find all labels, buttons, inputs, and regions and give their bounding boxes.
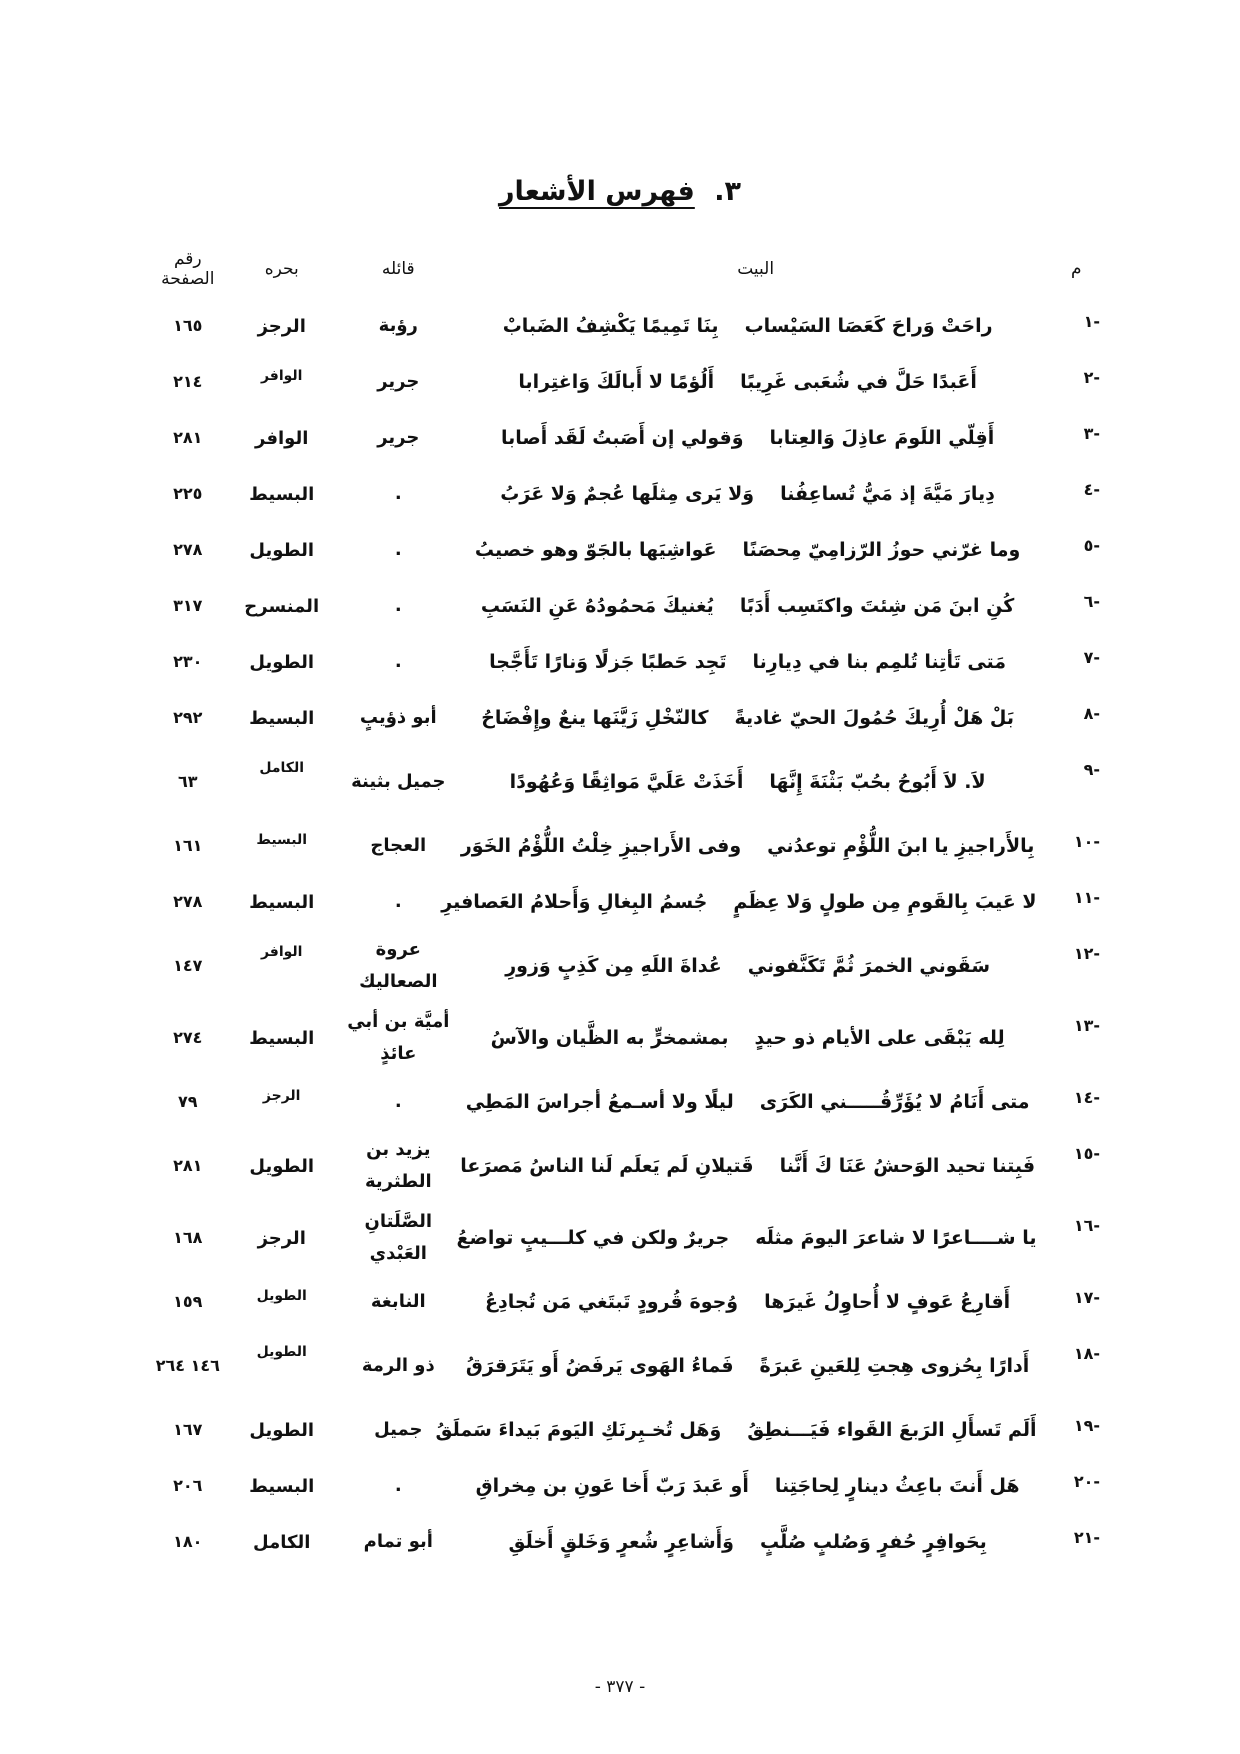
verse-first-hemistich: أَعَبدًا حَلَّ في شُعَبى غَرِيبًا (740, 371, 977, 393)
row-number: -١٧ (1073, 1288, 1100, 1307)
header-page: رقم الصفحة (161, 249, 215, 289)
row-number: -٦ (1083, 592, 1100, 611)
table-row (150, 1202, 1100, 1274)
table-row (150, 1402, 1100, 1458)
table-row (150, 354, 1100, 410)
verse-second-hemistich: وَلا يَرى مِثلَها عُجمٌ وَلا عَرَبُ (500, 483, 755, 505)
page-number: - ٣٧٧ - (594, 1677, 646, 1697)
poet-name: النابغة (370, 1291, 426, 1312)
table-row (150, 1514, 1100, 1570)
row-number: -١٢ (1073, 944, 1100, 963)
page-reference: ١٦٨ (173, 1228, 203, 1247)
poet-name: . (394, 539, 402, 560)
verse-cell (459, 410, 1053, 466)
row-number: -٢٠ (1073, 1472, 1100, 1491)
verse-second-hemistich: وفى الأَراجيزِ خِلْتُ اللُّؤْمُ الخَوَر (460, 835, 742, 857)
verse-first-hemistich: بِالأَراجيزِ يا ابنَ اللُّؤْمِ توعدُني (767, 835, 1035, 857)
meter-name: البسيط (249, 1475, 315, 1497)
page-reference: ١٤٦ ٢٦٤ (155, 1356, 220, 1375)
meter-name: الكامل (253, 1531, 311, 1553)
table-row (150, 1458, 1100, 1514)
meter-name: الطويل (249, 1419, 314, 1441)
header-meter: بحره (264, 259, 299, 279)
poet-name: . (394, 1091, 402, 1112)
verse-first-hemistich: هَل أَنتَ باعِثُ دينارٍ لِحاجَتِنا (774, 1475, 1020, 1497)
table-row (150, 1002, 1100, 1074)
verse-cell (459, 298, 1053, 354)
meter-name: البسيط (249, 891, 315, 913)
page-reference: ٢٢٥ (173, 484, 203, 503)
table-row (150, 746, 1100, 818)
verse-first-hemistich: يا شــــاعرًا لا شاعرَ اليومَ مثلَه (755, 1227, 1037, 1249)
row-number: -١٣ (1073, 1016, 1100, 1035)
page-reference: ٢٧٨ (173, 540, 203, 559)
meter-name: الوافر (255, 427, 309, 449)
verse-cell (459, 466, 1053, 522)
row-number: -١٠ (1073, 832, 1100, 851)
page-reference: ٢٩٢ (173, 708, 203, 727)
verse-second-hemistich: وَقولي إن أَصَبتُ لَقَد أَصابا (501, 427, 744, 449)
poet-name: . (394, 595, 402, 616)
table-row (150, 1330, 1100, 1402)
verse-cell (459, 1330, 1053, 1402)
table-row (150, 410, 1100, 466)
verse-cell (459, 354, 1053, 410)
verse-second-hemistich: عَواشِيَها بالجَوّ وهو خصيبُ (474, 539, 717, 561)
verse-cell (459, 1514, 1053, 1570)
page-title (0, 176, 1240, 207)
meter-name: الطويل (249, 1155, 314, 1177)
row-number: -١٥ (1073, 1144, 1100, 1163)
row-number: -٢ (1083, 368, 1100, 387)
verse-first-hemistich: مَتى تَأتِنا تُلمِم بنا في دِيارِنا (752, 651, 1007, 673)
meter-name: الطويل (249, 539, 314, 561)
verse-cell (459, 1074, 1053, 1130)
verse-cell (459, 1130, 1053, 1202)
verse-second-hemistich: أَو عَبدَ رَبّ أَخا عَونِ بن مِخراقِ (475, 1475, 749, 1497)
table-row (150, 578, 1100, 634)
page-reference: ١٨٠ (173, 1532, 203, 1551)
row-number: -٢١ (1073, 1528, 1100, 1547)
verse-first-hemistich: أَقِلّي اللَومَ عاذِلَ وَالعِتابا (769, 427, 995, 449)
meter-name: الرجز (257, 1227, 306, 1249)
page-reference: ٦٣ (178, 772, 198, 791)
meter-name: الوافر (260, 944, 303, 960)
verse-first-hemistich: سَقَوني الخمرَ ثُمَّ تَكَنَّفوني (747, 955, 991, 977)
verse-cell (441, 874, 1053, 930)
meter-name: البسيط (256, 832, 308, 848)
verse-second-hemistich: وَهَل تُخـبِرنَكِ اليَومَ بَيداءَ سَملَقُ (435, 1419, 722, 1441)
verse-second-hemistich: بِنَا تَمِيمًا يَكْشِفُ الضَبابْ (502, 315, 719, 337)
table-row (150, 930, 1100, 1002)
meter-name: الرجز (257, 315, 306, 337)
row-number: -١٨ (1073, 1344, 1100, 1363)
verse-second-hemistich: عُداةَ اللَهِ مِن كَذِبٍ وَزورِ (505, 955, 722, 977)
poet-name: أميَّة بن أبي عائذٍ (347, 1011, 450, 1064)
page-reference: ٣١٧ (173, 596, 203, 615)
title-number: ٣. (714, 176, 741, 208)
page-reference: ٢٧٤ (173, 1028, 203, 1047)
poet-name: أبو ذؤيبٍ (359, 707, 437, 728)
header-poet: قائله (381, 259, 415, 279)
verse-first-hemistich: بَلْ هَلْ أُرِيكَ حُمُولَ الحيّ غاديةً (734, 707, 1014, 729)
row-number: -٨ (1083, 704, 1100, 723)
verse-cell (459, 1274, 1053, 1330)
poet-name: . (394, 483, 402, 504)
verse-cell (459, 522, 1053, 578)
poet-name: جرير (377, 371, 420, 392)
verse-cell (459, 690, 1053, 746)
verse-second-hemistich: كالنّخْلِ زَيَّنَها ينعٌ وإِفْضَاحُ (481, 707, 709, 729)
page-reference: ٢٧٨ (173, 892, 203, 911)
table-row (150, 634, 1100, 690)
meter-name: الطويل (256, 1344, 307, 1360)
verse-second-hemistich: يُغنيكَ مَحمُودُهُ عَنِ النَسَبِ (480, 595, 714, 617)
meter-name: البسيط (249, 707, 315, 729)
meter-name: المنسرح (244, 595, 320, 617)
meter-name: الطويل (249, 651, 314, 673)
page-reference: ١٦١ (173, 836, 203, 855)
title-text: فهرس الأشعار (499, 176, 695, 208)
poet-name: جميل (374, 1419, 423, 1440)
poet-name: عروة الصعاليك (359, 939, 438, 992)
row-number: -٧ (1083, 648, 1100, 667)
poet-name: يزيد بن الطثرية (364, 1139, 432, 1192)
meter-name: الرجز (262, 1088, 301, 1104)
verse-first-hemistich: فَبِتنا تحيد الوَحشُ عَنَا كَ أَنَّنا (779, 1155, 1036, 1177)
verse-second-hemistich: تَجِد حَطبًا جَزلًا وَنارًا تَأَجَّجا (489, 651, 727, 673)
page-reference: ١٦٧ (173, 1420, 203, 1439)
header-verse: البيت (737, 259, 775, 279)
verse-cell (459, 930, 1053, 1002)
row-number: -١٤ (1073, 1088, 1100, 1107)
header-num: م (1070, 259, 1082, 279)
poet-name: جميل بثينة (351, 771, 446, 792)
page-reference: ٢١٤ (173, 372, 203, 391)
poet-name: . (394, 891, 402, 912)
verse-first-hemistich: دِيارَ مَيَّةَ إذ مَيُّ تُساعِفُنا (780, 483, 995, 505)
verse-cell (459, 578, 1053, 634)
poet-name: جرير (377, 427, 420, 448)
verse-first-hemistich: وما غرّني حوزُ الرّزامِيّ مِحصَنًا (742, 539, 1021, 561)
meter-name: البسيط (249, 483, 315, 505)
meter-name: الوافر (260, 368, 303, 384)
verse-first-hemistich: راحَتْ وَراحَ كَعَصَا السَيْساب (744, 315, 993, 337)
poet-name: . (394, 1475, 402, 1496)
table-row (150, 522, 1100, 578)
page-reference: ٢٨١ (173, 1156, 203, 1175)
table-row (150, 1074, 1100, 1130)
verse-cell (459, 634, 1053, 690)
verse-second-hemistich: فَماءُ الهَوى يَرفَضُ أَو يَتَرَقرَقُ (465, 1355, 734, 1377)
table-row (150, 1274, 1100, 1330)
verse-second-hemistich: بمشمخرٍّ به الظَّيان والآسُ (490, 1027, 729, 1049)
verse-first-hemistich: أَلَم تَسأَلِ الرَبعَ القَواء فَيَـــنطِقُ (747, 1419, 1037, 1441)
verse-second-hemistich: جريرٌ ولكن في كلـــيبٍ تواضعُ (456, 1227, 730, 1249)
verse-cell (459, 1002, 1053, 1074)
table-body (150, 298, 1100, 1570)
verse-cell (459, 1458, 1053, 1514)
poet-name: ذو الرمة (361, 1355, 435, 1376)
page-reference: ١٦٥ (173, 316, 203, 335)
row-number: -١٩ (1073, 1416, 1100, 1435)
row-number: -٤ (1083, 480, 1100, 499)
row-number: -٩ (1083, 760, 1100, 779)
poet-name: أبو تمام (363, 1531, 433, 1552)
poet-name: العجاج (370, 835, 427, 856)
verse-first-hemistich: متى أَنَامُ لا يُؤَرِّقُـــــني الكَرَى (759, 1091, 1030, 1113)
verse-cell (456, 1202, 1053, 1274)
poet-name: رؤبة (378, 315, 418, 336)
meter-name: الكامل (259, 760, 305, 776)
table-row (150, 1130, 1100, 1202)
table-row (150, 690, 1100, 746)
verse-cell (459, 746, 1053, 818)
page-reference: ٢٣٠ (173, 652, 203, 671)
row-number: -١ (1083, 312, 1100, 331)
page-reference: ٢٠٦ (173, 1476, 203, 1495)
table-row (150, 466, 1100, 522)
verse-second-hemistich: أَخَذَتْ عَلَيَّ مَواثِقًا وَعُهُودًا (509, 771, 744, 793)
verse-first-hemistich: لاَ. لاَ أَبُوحُ بحُبّ بَثْنَةَ إِنَّهَا (769, 771, 986, 793)
table-row (150, 298, 1100, 354)
verse-cell (459, 818, 1053, 874)
verse-first-hemistich: بِحَوافِرٍ حُفرٍ وَصُلبٍ صُلَّبٍ (759, 1531, 987, 1553)
page-reference: ٧٩ (178, 1092, 198, 1111)
table-row (150, 818, 1100, 874)
poetry-index-table (150, 240, 1100, 1570)
verse-second-hemistich: ليلًا ولا أسـمعُ أجراسَ المَطِي (465, 1091, 734, 1113)
verse-first-hemistich: أَقارِعُ عَوفٍ لا أُحاوِلُ غَيرَها (764, 1291, 1011, 1313)
poet-name: . (394, 651, 402, 672)
verse-first-hemistich: كُنِ ابنَ مَن شِئتَ واكتَسِب أَدَبًا (739, 595, 1015, 617)
verse-second-hemistich: قَتيلانِ لَم يَعلَم لَنا الناسُ مَصرَعا (460, 1155, 754, 1177)
verse-first-hemistich: أَدارًا بِحُزوى هِجتِ لِلعَينِ عَبرَةً (759, 1355, 1030, 1377)
meter-name: البسيط (249, 1027, 315, 1049)
table-row (150, 874, 1100, 930)
verse-second-hemistich: وُجوهَ قُرودٍ تَبتَغي مَن تُجادِعُ (485, 1291, 739, 1313)
table-header (150, 240, 1100, 298)
verse-first-hemistich: لا عَيبَ بِالقَومِ مِن طولٍ وَلا عِظَمٍ (733, 891, 1037, 913)
page-reference: ١٤٧ (173, 956, 203, 975)
row-number: -٥ (1083, 536, 1100, 555)
verse-second-hemistich: جُسمُ البِغالِ وَأَحلامُ العَصافيرِ (441, 891, 708, 913)
verse-second-hemistich: أَلُؤمًا لا أَبالَكَ وَاغتِرابا (518, 371, 715, 393)
verse-cell (435, 1402, 1053, 1458)
page-reference: ٢٨١ (173, 428, 203, 447)
meter-name: الطويل (256, 1288, 307, 1304)
row-number: -١٦ (1073, 1216, 1100, 1235)
row-number: -٣ (1083, 424, 1100, 443)
row-number: -١١ (1073, 888, 1100, 907)
verse-second-hemistich: وَأَشاعِرٍ شُعرٍ وَخَلقٍ أَخلَقِ (508, 1531, 734, 1553)
poet-name: الصَّلَتانِ العَبْدي (364, 1211, 433, 1264)
page-reference: ١٥٩ (173, 1292, 203, 1311)
verse-first-hemistich: لِله يَبْقَى على الأيام ذو حيدٍ (754, 1027, 1005, 1049)
